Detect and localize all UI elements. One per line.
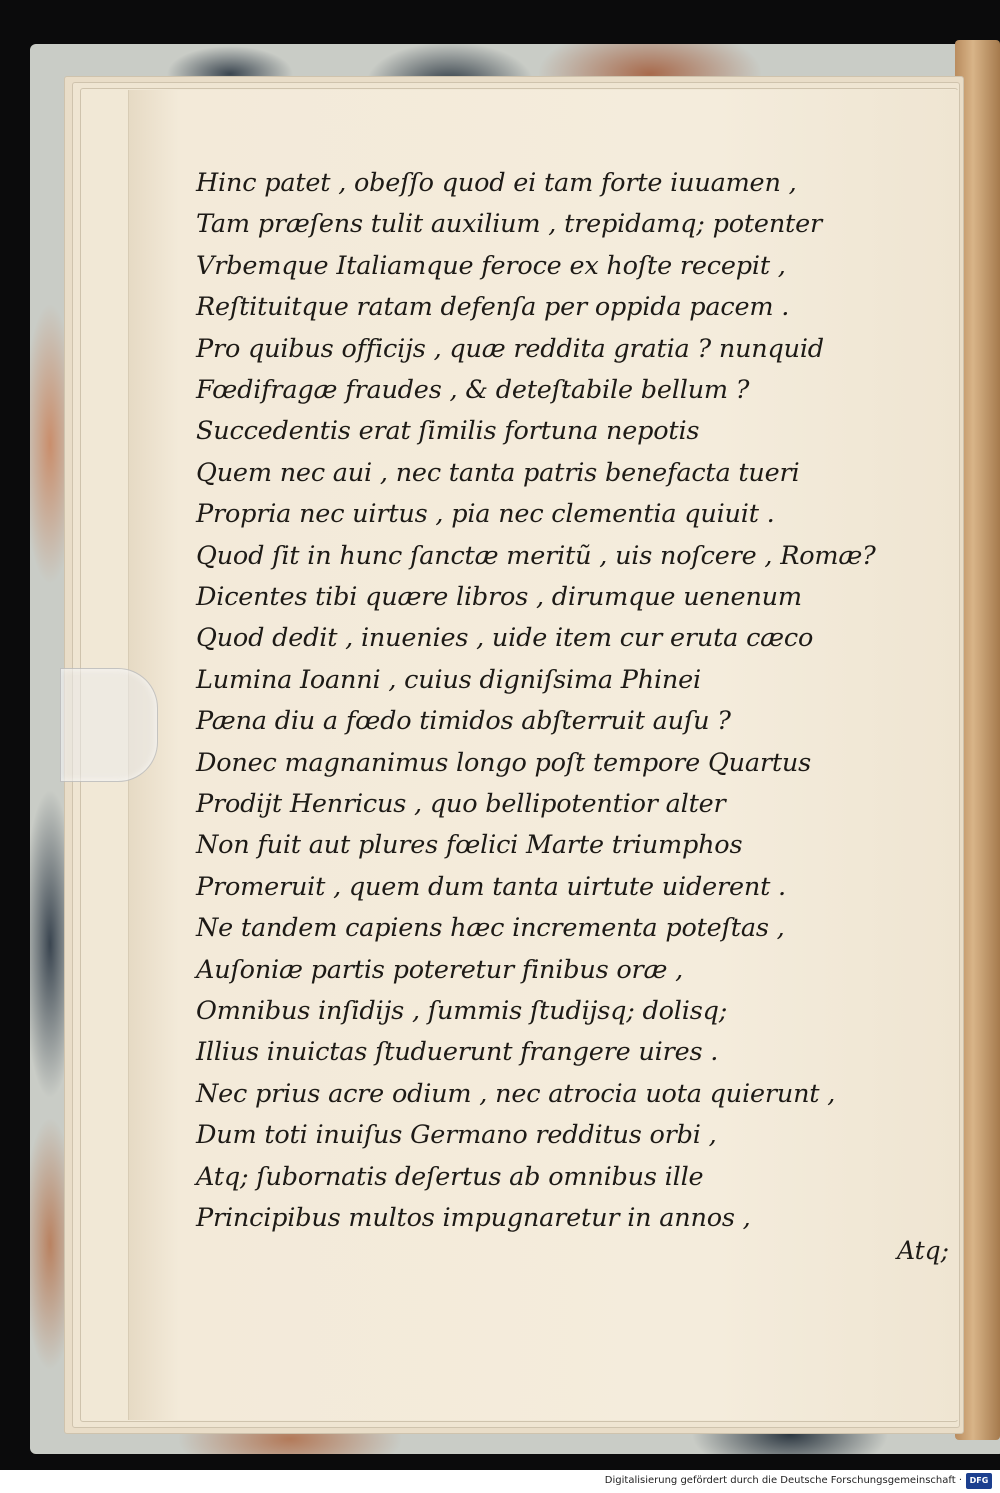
verse-line: Dicentes tibi quære libros , dirumque uenenum — [196, 582, 802, 612]
verse-line: Pæna diu a fœdo timidos abſterruit auſu ? — [196, 706, 731, 737]
verse-line: Lumina Ioanni , cuius digniſsima Phinei — [196, 664, 702, 695]
verse-line: Tam præſens tulit auxilium , trepidamq; potenter — [196, 209, 822, 240]
verse-line: Pro quibus officijs , quæ reddita gratia ? nunquid — [196, 333, 824, 364]
footer-bar — [0, 1470, 1000, 1493]
verse-line: Ne tandem capiens hæc incrementa poteſtas , — [196, 913, 785, 944]
verse-line: Quod dedit , inuenies , uide item cur eruta cæco — [196, 623, 814, 654]
verse-line: Hinc patet , obeſſo quod ei tam forte iuuamen , — [196, 168, 797, 198]
verse-line: Succedentis erat ſimilis fortuna nepotis — [196, 416, 700, 447]
verse-line: Prodijt Henricus , quo bellipotentior alter — [196, 789, 726, 819]
verse-line: Atq; ſubornatis deſertus ab omnibus ille — [196, 1161, 704, 1192]
page-clip — [60, 668, 158, 782]
verse-line: Fœdifragæ fraudes , & deteſtabile bellum ? — [196, 375, 750, 405]
verse-line: Propria nec uirtus , pia nec clementia quiuit . — [196, 499, 775, 530]
verse-line: Reſtituitque ratam defenſa per oppida pacem . — [196, 292, 790, 323]
verse-line: Omnibus inſidijs , ſummis ſtudijsq; dolisq; — [196, 996, 728, 1026]
verse-line: Donec magnanimus longo poſt tempore Quartus — [196, 747, 812, 778]
verse-line: Promeruit , quem dum tanta uirtute uiderent . — [196, 871, 786, 902]
verse-line: Principibus multos impugnaretur in annos , — [196, 1203, 751, 1233]
verse-line: Vrbemque Italiamque feroce ex hoſte recepit , — [196, 250, 786, 281]
funding-credit: Digitalisierung gefördert durch die Deutsche Forschungsgemeinschaft · — [604, 1475, 962, 1486]
verse-line: Quem nec aui , nec tanta patris benefacta tueri — [196, 457, 800, 488]
dfg-logo-icon: DFG — [966, 1473, 992, 1489]
verse-line: Quod ſit in hunc ſanctæ meritũ , uis noſcere , Romæ? — [196, 540, 876, 571]
verse-line: Illius inuictas ſtuduerunt frangere uires . — [196, 1037, 719, 1068]
verse-line: Auſoniæ partis poteretur finibus oræ , — [196, 954, 684, 985]
catchword: Atq; — [897, 1236, 950, 1265]
verse-line: Dum toti inuiſus Germano redditus orbi , — [196, 1120, 717, 1151]
verse-line: Nec prius acre odium , nec atrocia uota quierunt , — [196, 1078, 836, 1109]
verse-line: Non fuit aut plures fœlici Marte triumphos — [196, 830, 743, 861]
